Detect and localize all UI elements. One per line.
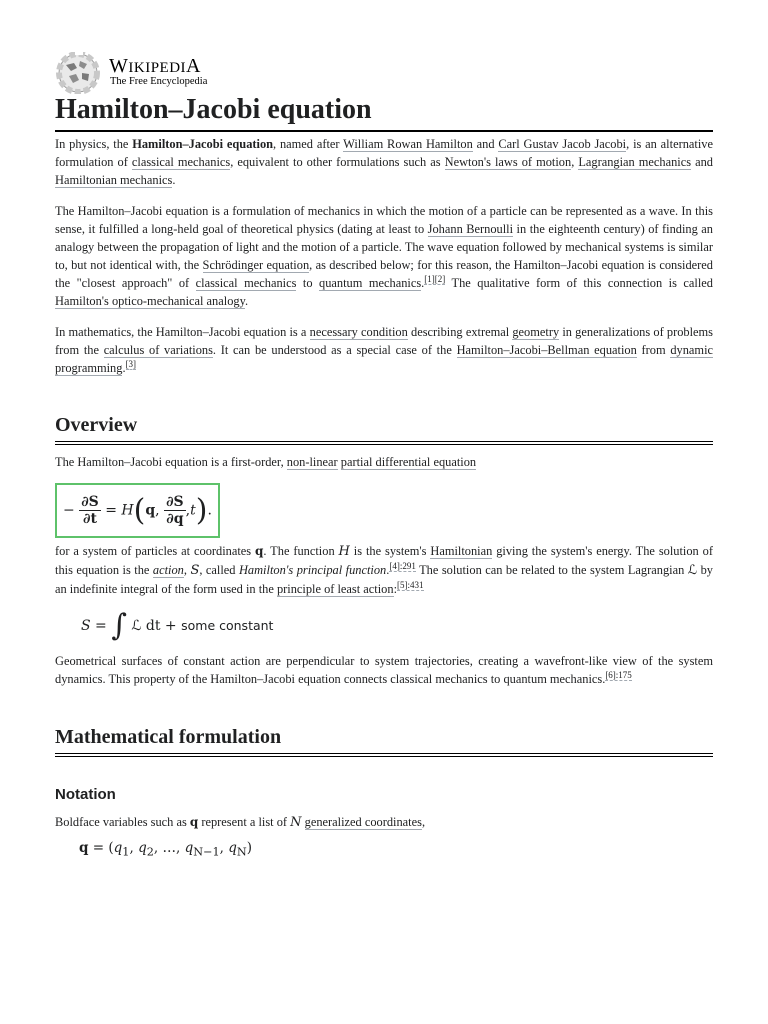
math-paren: ( bbox=[133, 493, 146, 528]
citation bbox=[424, 274, 445, 285]
math-variable: S bbox=[190, 563, 200, 578]
notation-paragraph-1 bbox=[55, 813, 713, 832]
math-variable: q bbox=[255, 544, 264, 558]
section-heading-overview: Overview bbox=[55, 412, 713, 445]
math-variable: q bbox=[138, 840, 147, 856]
math-paren: ) bbox=[195, 493, 208, 528]
math-symbol: . bbox=[207, 502, 212, 519]
reference-link[interactable]: [3] bbox=[125, 358, 137, 369]
wikipedia-globe-logo[interactable] bbox=[55, 52, 101, 94]
overview-paragraph-3 bbox=[55, 652, 713, 688]
link-non-linear[interactable]: non-linear bbox=[286, 455, 338, 469]
math-variable: q bbox=[79, 840, 89, 856]
text: , named after bbox=[273, 137, 344, 151]
text: . It can be understood as a special case of the bbox=[212, 343, 457, 357]
text: The solution can be related to the system Lagrangian bbox=[415, 563, 688, 577]
page-title: Hamilton–Jacobi equation bbox=[55, 92, 713, 132]
text: Geometrical surfaces of constant action are perpendicular to system trajectories, creating a wavefront-like view of the system dynamics. This property of the Hamilton–Jacobi equation connects classical mechanics to quantum mechanics. bbox=[55, 654, 713, 686]
text: , bbox=[571, 155, 579, 169]
math-subscript: 1 bbox=[122, 845, 130, 859]
math-variable: q bbox=[228, 840, 237, 856]
hamilton-jacobi-equation bbox=[55, 483, 220, 538]
text: , equivalent to other formulations such as bbox=[230, 155, 445, 169]
link-hamiltonian-mechanics[interactable]: Hamiltonian mechanics bbox=[55, 173, 173, 187]
bold-term: Hamilton–Jacobi equation bbox=[132, 137, 274, 151]
link-dynamic-programming[interactable]: dynamic programming bbox=[55, 343, 714, 375]
denominator: ∂q bbox=[166, 511, 184, 527]
text: . bbox=[244, 294, 249, 308]
text: . bbox=[172, 173, 176, 187]
math-text: some constant bbox=[181, 618, 274, 633]
text: for a system of particles at coordinates bbox=[55, 544, 256, 558]
math-symbol: = bbox=[92, 840, 105, 856]
text: Boldface variables such as bbox=[55, 815, 190, 829]
math-variable: ℒ bbox=[687, 563, 698, 578]
math-symbol: , bbox=[185, 502, 191, 519]
numerator: ∂S bbox=[81, 494, 99, 510]
link-optico-mechanical-analogy[interactable]: Hamilton's optico-mechanical analogy bbox=[55, 294, 245, 308]
text: in the eighteenth century) of finding an analogy between the propagation of light and the motion of a particle. The wave equation followed by mechanical systems is similar to, but not identical with, the bbox=[55, 222, 713, 272]
text: , bbox=[183, 563, 191, 577]
link-quantum-mechanics[interactable]: quantum mechanics bbox=[319, 276, 422, 290]
fraction bbox=[164, 494, 186, 527]
link-hamiltonian[interactable]: Hamiltonian bbox=[430, 544, 493, 558]
text: In mathematics, the Hamilton–Jacobi equation is a bbox=[55, 325, 310, 339]
intro-paragraph-1 bbox=[55, 135, 713, 189]
text: by an indefinite integral of the form used in the bbox=[55, 563, 713, 596]
math-integral: ∫ bbox=[111, 608, 127, 643]
subsection-heading-notation: Notation bbox=[55, 786, 116, 803]
link-lagrangian-mechanics[interactable]: Lagrangian mechanics bbox=[578, 155, 692, 169]
math-variable: H bbox=[121, 502, 134, 519]
text: , called bbox=[199, 563, 239, 577]
link-generalized-coordinates[interactable]: generalized coordinates bbox=[304, 815, 422, 829]
fraction bbox=[79, 494, 101, 527]
text: . bbox=[421, 276, 425, 290]
text: . The function bbox=[263, 544, 339, 558]
overview-paragraph-1 bbox=[55, 453, 713, 471]
text: , bbox=[421, 815, 426, 829]
reference-link[interactable]: [6]:175 bbox=[605, 669, 632, 680]
math-variable: S bbox=[81, 618, 91, 634]
math-symbol: , bbox=[155, 502, 160, 519]
text: and bbox=[691, 155, 714, 169]
math-paren: ) bbox=[246, 840, 253, 856]
intro-paragraph-3 bbox=[55, 323, 713, 377]
overview-paragraph-2 bbox=[55, 542, 713, 598]
math-variable: q bbox=[189, 815, 199, 829]
text: giving the system's energy. The solution of this equation is the bbox=[55, 544, 713, 577]
math-symbol: = bbox=[95, 618, 107, 634]
math-symbol: = bbox=[105, 502, 117, 519]
math-symbol: + bbox=[164, 618, 177, 634]
text: represent a list of bbox=[198, 815, 291, 829]
site-header[interactable] bbox=[55, 52, 355, 94]
reference-link[interactable]: [1][2] bbox=[424, 273, 446, 284]
math-variable: ℒ bbox=[131, 618, 142, 634]
link-johann-bernoulli[interactable]: Johann Bernoulli bbox=[427, 222, 514, 236]
citation bbox=[605, 670, 632, 681]
link-partial-differential-equation[interactable]: partial differential equation bbox=[340, 455, 477, 469]
math-variable: H bbox=[338, 544, 350, 559]
math-variable: q bbox=[113, 840, 123, 856]
math-variable: q bbox=[184, 840, 194, 856]
reference-link[interactable]: [5]:431 bbox=[397, 579, 424, 590]
coordinates-equation: $q = (q_1$, $q_2$, …, $q_{N-1}$, $q_N$) bbox=[79, 840, 253, 859]
wordmark: WIKIPEDIA bbox=[109, 55, 201, 77]
link-geometry[interactable]: geometry bbox=[512, 325, 560, 339]
link-newtons-laws[interactable]: Newton's laws of motion bbox=[444, 155, 572, 169]
italic-term: Hamilton's principal function bbox=[238, 563, 387, 577]
math-paren: ( bbox=[108, 840, 114, 856]
text: . bbox=[386, 563, 390, 577]
tagline: The Free Encyclopedia bbox=[110, 76, 208, 87]
citation bbox=[126, 359, 137, 370]
text: . bbox=[122, 361, 126, 375]
link-necessary-condition[interactable]: necessary condition bbox=[309, 325, 408, 339]
text: The Hamilton–Jacobi equation is a formulation of mechanics in which the motion of a particle can be represented as a wave. In this sense, it fulfilled a long-held goal of theoretical physics (dating at least to bbox=[55, 204, 713, 236]
link-classical-mechanics-2[interactable]: classical mechanics bbox=[195, 276, 297, 290]
citation bbox=[397, 580, 424, 591]
math-symbol: − bbox=[63, 502, 75, 519]
text: The qualitative form of this connection is called bbox=[445, 276, 713, 290]
math-variable: N bbox=[290, 815, 302, 830]
text: to bbox=[296, 276, 320, 290]
math-variable: t bbox=[190, 502, 196, 519]
text: and bbox=[472, 137, 499, 151]
text: from bbox=[636, 343, 671, 357]
math-subscript: N−1 bbox=[193, 845, 220, 859]
link-hamilton-jacobi-bellman[interactable]: Hamilton–Jacobi–Bellman equation bbox=[456, 343, 637, 357]
text: , as described below; for this reason, the Hamilton–Jacobi equation is considered the "closest approach" of bbox=[55, 258, 714, 290]
citation bbox=[389, 561, 416, 572]
text: , is an alternative formulation of bbox=[55, 137, 713, 169]
link-schrodinger-equation[interactable]: Schrödinger equation bbox=[202, 258, 310, 272]
math-variable: dt bbox=[145, 618, 161, 634]
link-william-rowan-hamilton[interactable]: William Rowan Hamilton bbox=[343, 137, 473, 151]
link-principle-of-least-action[interactable]: principle of least action bbox=[276, 582, 394, 596]
text: describing extremal bbox=[407, 325, 513, 339]
math-subscript: 2 bbox=[146, 845, 154, 859]
intro-paragraph-2 bbox=[55, 202, 713, 310]
text: is the system's bbox=[349, 544, 431, 558]
equation-box bbox=[55, 483, 713, 538]
math-symbol: … bbox=[162, 840, 176, 856]
math-subscript: N bbox=[236, 845, 247, 859]
action-integral-equation bbox=[81, 606, 713, 646]
numerator: ∂S bbox=[166, 494, 184, 510]
text: In physics, the bbox=[55, 137, 133, 151]
link-classical-mechanics[interactable]: classical mechanics bbox=[131, 155, 231, 169]
reference-link[interactable]: [4]:291 bbox=[389, 560, 416, 571]
link-action[interactable]: action bbox=[152, 563, 184, 577]
text: The Hamilton–Jacobi equation is a first-order, bbox=[55, 455, 287, 469]
link-carl-gustav-jacob-jacobi[interactable]: Carl Gustav Jacob Jacobi bbox=[498, 137, 627, 151]
denominator: ∂t bbox=[83, 511, 97, 527]
math-variable: q bbox=[145, 502, 156, 519]
link-calculus-of-variations[interactable]: calculus of variations bbox=[103, 343, 213, 357]
article-content bbox=[55, 135, 713, 859]
text: : bbox=[393, 582, 398, 596]
text: in generalizations of problems from the bbox=[55, 325, 714, 357]
section-heading-mathematical-formulation: Mathematical formulation bbox=[55, 724, 713, 757]
